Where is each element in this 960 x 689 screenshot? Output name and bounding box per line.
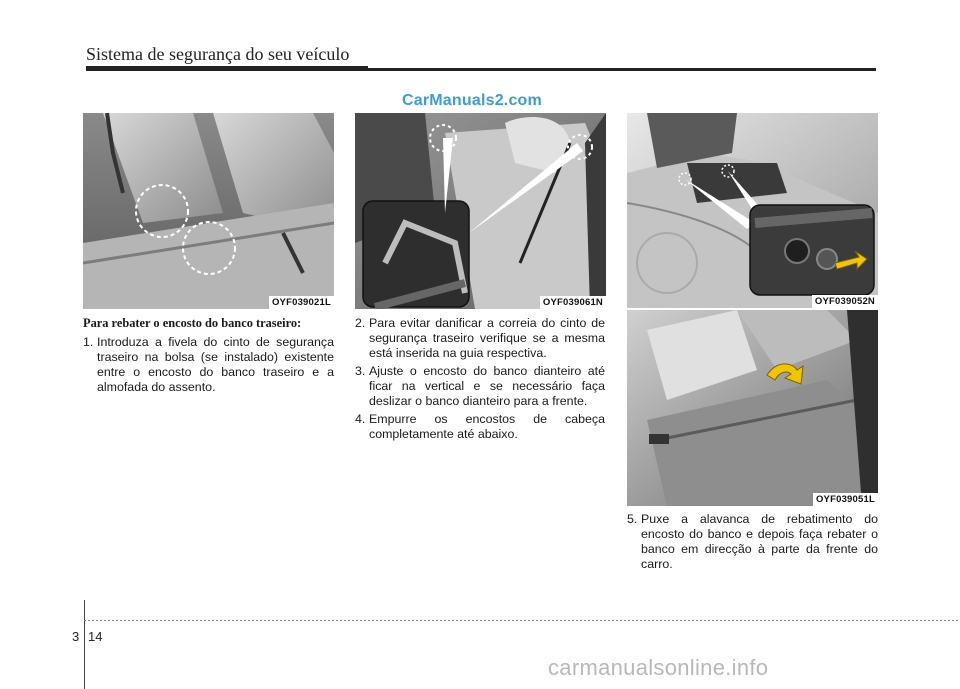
instruction-step [355,316,605,361]
step-text: Empurre os encostos de cabeça completamente até abaixo. [369,412,605,441]
photo-rear-seat-buckle [83,113,334,309]
step-number: 3. [355,364,366,378]
instruction-step [83,335,334,395]
photo-folded-rear-seat [627,310,878,506]
step-text: Introduza a fivela do cinto de segurança traseiro na bolsa (se instalado) existente entre o encosto do banco traseiro e a almofada do assento. [97,335,334,394]
footer-dotted-rule [84,620,960,621]
page-header-title: Sistema de segurança do seu veículo [86,44,350,64]
footer-vertical-rule [84,600,85,689]
step-number: 4. [355,412,366,426]
instruction-step [355,364,605,409]
column-3-text [627,512,878,575]
step-text: Puxe a alavanca de rebatimento do encosto do banco e depois faça rebater o banco em direcção à parte da frente do carro. [641,512,878,571]
column-1-text [83,316,334,398]
photo-caption: OYF039051L [813,493,878,506]
step-text: Para evitar danificar a correia do cinto de segurança traseiro verifique se a mesma está inserida na guia respectiva. [369,316,605,360]
step-number: 1. [83,335,94,349]
page-number: 14 [88,629,103,644]
photo-caption: OYF039061N [540,296,606,309]
photo-trunk-fold-lever [627,113,878,308]
photo-rear-seat-belt-guide [355,113,606,309]
watermark-bottom: carmanualsonline.info [548,655,769,680]
header-rule [86,68,876,71]
step-number: 5. [627,512,638,526]
section-heading: Para rebater o encosto do banco traseiro: [83,316,302,330]
chapter-number: 3 [72,629,80,644]
instruction-step [627,512,878,572]
photo-caption: OYF039052N [812,295,878,308]
watermark-top: CarManuals2.com [402,92,542,109]
step-number: 2. [355,316,366,330]
instruction-step [355,412,605,442]
column-2-text [355,316,605,445]
photo-caption: OYF039021L [269,296,334,309]
step-text: Ajuste o encosto do banco dianteiro até ficar na vertical e se necessário faça deslizar o banco dianteiro para a frente. [369,364,605,408]
